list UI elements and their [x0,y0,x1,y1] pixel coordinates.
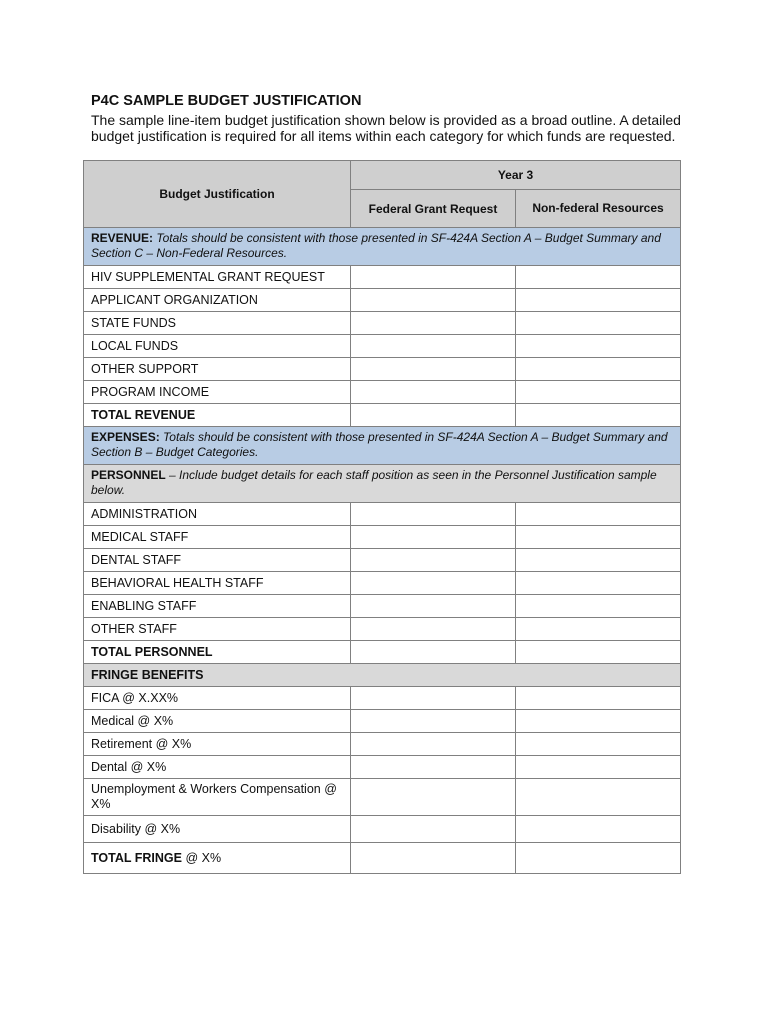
revenue-item-row [84,266,681,289]
revenue-item-nonfederal-cell[interactable] [516,289,681,312]
revenue-item-row [84,335,681,358]
total-fringe-nonfederal-cell[interactable] [516,843,681,874]
fringe-item-row [84,733,681,756]
fringe-item-row [84,756,681,779]
revenue-item-label: LOCAL FUNDS [84,335,351,358]
revenue-item-row [84,312,681,335]
fringe-item-nonfederal-cell[interactable] [516,733,681,756]
revenue-item-federal-cell[interactable] [351,289,516,312]
fringe-item-federal-cell[interactable] [351,733,516,756]
personnel-item-nonfederal-cell[interactable] [516,572,681,595]
personnel-item-nonfederal-cell[interactable] [516,526,681,549]
fringe-item-row [84,687,681,710]
unemployment-nonfederal-cell[interactable] [516,779,681,816]
personnel-item-label: BEHAVIORAL HEALTH STAFF [84,572,351,595]
total-personnel-federal-cell[interactable] [351,641,516,664]
budget-table [83,160,681,874]
federal-grant-header: Federal Grant Request [351,190,516,228]
personnel-item-federal-cell[interactable] [351,503,516,526]
fringe-item-federal-cell[interactable] [351,687,516,710]
fringe-item-federal-cell[interactable] [351,710,516,733]
fringe-item-nonfederal-cell[interactable] [516,687,681,710]
total-fringe-federal-cell[interactable] [351,843,516,874]
revenue-item-label: OTHER SUPPORT [84,358,351,381]
nonfederal-header: Non-federal Resources [516,190,681,228]
revenue-item-nonfederal-cell[interactable] [516,266,681,289]
disability-nonfederal-cell[interactable] [516,816,681,843]
revenue-item-nonfederal-cell[interactable] [516,312,681,335]
personnel-item-federal-cell[interactable] [351,618,516,641]
unemployment-label: Unemployment & Workers Compensation @ X% [84,779,351,816]
disability-federal-cell[interactable] [351,816,516,843]
revenue-item-federal-cell[interactable] [351,266,516,289]
total-personnel-label: TOTAL PERSONNEL [84,641,351,664]
revenue-item-row [84,381,681,404]
personnel-item-label: ENABLING STAFF [84,595,351,618]
total-revenue-label: TOTAL REVENUE [84,404,351,427]
fringe-item-label: Dental @ X% [84,756,351,779]
revenue-item-federal-cell[interactable] [351,335,516,358]
personnel-item-federal-cell[interactable] [351,549,516,572]
revenue-item-row [84,358,681,381]
fringe-item-label: FICA @ X.XX% [84,687,351,710]
personnel-item-label: OTHER STAFF [84,618,351,641]
personnel-item-nonfederal-cell[interactable] [516,618,681,641]
personnel-item-label: DENTAL STAFF [84,549,351,572]
total-revenue-federal-cell[interactable] [351,404,516,427]
personnel-item-label: ADMINISTRATION [84,503,351,526]
fringe-item-nonfederal-cell[interactable] [516,710,681,733]
personnel-item-row [84,595,681,618]
personnel-item-nonfederal-cell[interactable] [516,549,681,572]
revenue-item-nonfederal-cell[interactable] [516,358,681,381]
total-revenue-nonfederal-cell[interactable] [516,404,681,427]
revenue-item-nonfederal-cell[interactable] [516,381,681,404]
revenue-item-label: PROGRAM INCOME [84,381,351,404]
revenue-item-row [84,289,681,312]
fringe-benefits-header: FRINGE BENEFITS [84,664,681,687]
document-title: P4C SAMPLE BUDGET JUSTIFICATION [91,93,362,109]
disability-label: Disability @ X% [84,816,351,843]
fringe-item-label: Retirement @ X% [84,733,351,756]
personnel-item-row [84,549,681,572]
fringe-item-label: Medical @ X% [84,710,351,733]
fringe-item-federal-cell[interactable] [351,756,516,779]
revenue-item-label: STATE FUNDS [84,312,351,335]
personnel-item-label: MEDICAL STAFF [84,526,351,549]
expenses-note: EXPENSES: Totals should be consistent with those presented in SF-424A Section A – Budget Summary and Section B – Budget Categories. [84,427,681,465]
total-fringe-label: TOTAL FRINGE @ X% [84,843,351,874]
personnel-item-federal-cell[interactable] [351,526,516,549]
intro-paragraph: The sample line-item budget justification shown below is provided as a broad outline. A detailed budget justification is required for all items within each category for which funds are requested. [91,112,681,144]
personnel-item-nonfederal-cell[interactable] [516,503,681,526]
fringe-item-nonfederal-cell[interactable] [516,756,681,779]
personnel-item-nonfederal-cell[interactable] [516,595,681,618]
revenue-item-federal-cell[interactable] [351,312,516,335]
revenue-item-label: HIV SUPPLEMENTAL GRANT REQUEST [84,266,351,289]
budget-justification-header: Budget Justification [84,161,351,228]
revenue-item-federal-cell[interactable] [351,381,516,404]
fringe-item-row [84,710,681,733]
revenue-note: REVENUE: Totals should be consistent with those presented in SF-424A Section A – Budget Summary and Section C – Non-Federal Resources. [84,228,681,266]
personnel-item-federal-cell[interactable] [351,595,516,618]
personnel-item-row [84,503,681,526]
revenue-item-nonfederal-cell[interactable] [516,335,681,358]
revenue-item-federal-cell[interactable] [351,358,516,381]
personnel-item-row [84,618,681,641]
total-personnel-nonfederal-cell[interactable] [516,641,681,664]
revenue-item-label: APPLICANT ORGANIZATION [84,289,351,312]
year-header: Year 3 [351,161,681,190]
personnel-item-row [84,526,681,549]
personnel-note: PERSONNEL – Include budget details for each staff position as seen in the Personnel Justification sample below. [84,465,681,503]
personnel-item-row [84,572,681,595]
personnel-item-federal-cell[interactable] [351,572,516,595]
unemployment-federal-cell[interactable] [351,779,516,816]
